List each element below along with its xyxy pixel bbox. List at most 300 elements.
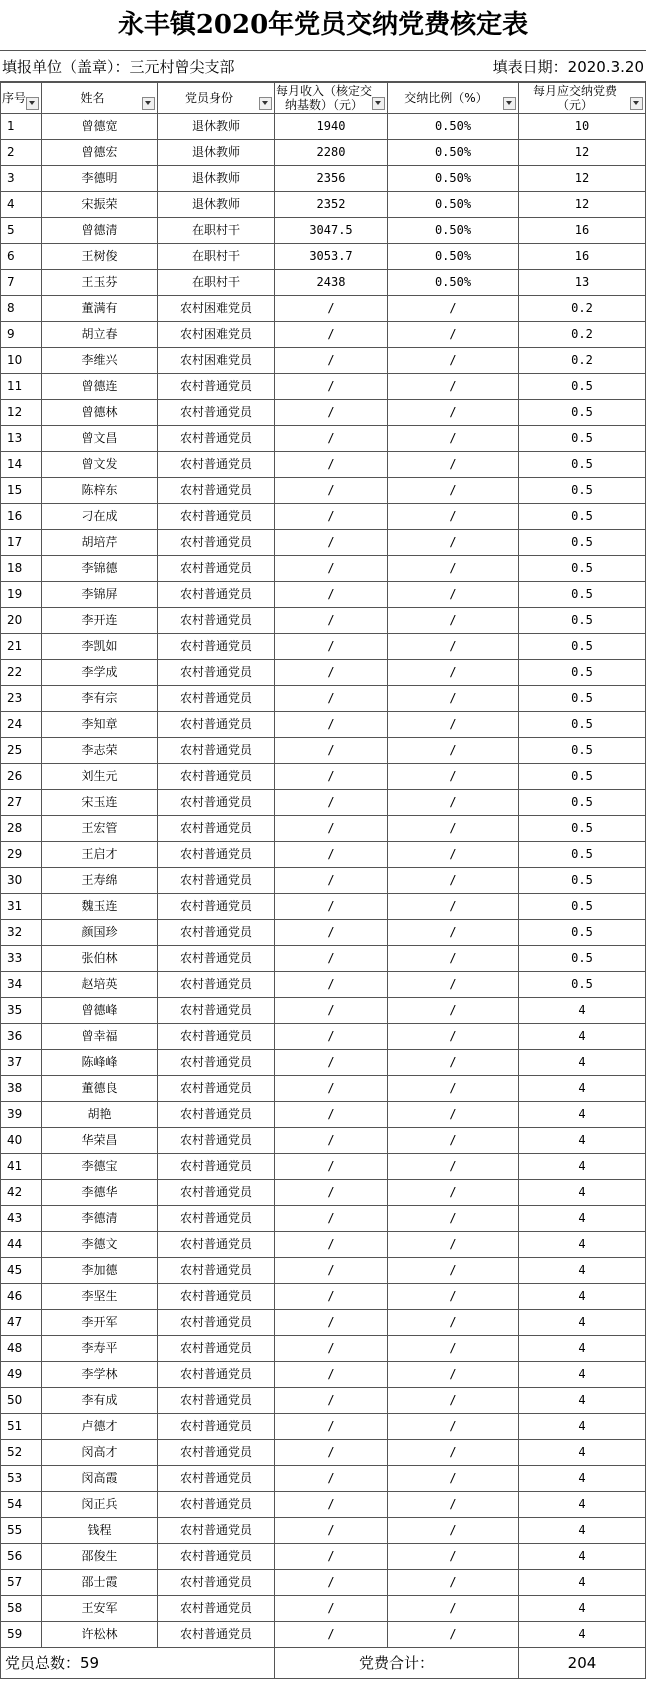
cell-index[interactable]: 45 bbox=[1, 1258, 42, 1284]
cell-fee[interactable]: 0.5 bbox=[519, 764, 646, 790]
cell-rate[interactable]: / bbox=[388, 426, 519, 452]
cell-identity[interactable]: 农村普通党员 bbox=[158, 1076, 275, 1102]
cell-index[interactable]: 7 bbox=[1, 270, 42, 296]
cell-identity[interactable]: 农村普通党员 bbox=[158, 920, 275, 946]
cell-identity[interactable]: 农村普通党员 bbox=[158, 790, 275, 816]
cell-name[interactable]: 李锦屏 bbox=[42, 582, 158, 608]
cell-identity[interactable]: 农村普通党员 bbox=[158, 1050, 275, 1076]
cell-rate[interactable]: / bbox=[388, 1284, 519, 1310]
cell-identity[interactable]: 农村困难党员 bbox=[158, 322, 275, 348]
cell-index[interactable]: 55 bbox=[1, 1518, 42, 1544]
cell-name[interactable]: 李凯如 bbox=[42, 634, 158, 660]
cell-income[interactable]: / bbox=[275, 1076, 388, 1102]
cell-fee[interactable]: 4 bbox=[519, 1362, 646, 1388]
cell-identity[interactable]: 退休教师 bbox=[158, 114, 275, 140]
cell-identity[interactable]: 农村普通党员 bbox=[158, 1570, 275, 1596]
cell-index[interactable]: 43 bbox=[1, 1206, 42, 1232]
cell-rate[interactable]: / bbox=[388, 556, 519, 582]
cell-fee[interactable]: 16 bbox=[519, 244, 646, 270]
cell-income[interactable]: / bbox=[275, 1050, 388, 1076]
cell-rate[interactable]: / bbox=[388, 1492, 519, 1518]
cell-rate[interactable]: / bbox=[388, 348, 519, 374]
cell-index[interactable]: 50 bbox=[1, 1388, 42, 1414]
cell-index[interactable]: 30 bbox=[1, 868, 42, 894]
cell-name[interactable]: 曾德峰 bbox=[42, 998, 158, 1024]
cell-index[interactable]: 53 bbox=[1, 1466, 42, 1492]
cell-identity[interactable]: 农村普通党员 bbox=[158, 816, 275, 842]
cell-rate[interactable]: / bbox=[388, 1102, 519, 1128]
cell-fee[interactable]: 0.5 bbox=[519, 816, 646, 842]
cell-fee[interactable]: 0.5 bbox=[519, 634, 646, 660]
cell-rate[interactable]: 0.50% bbox=[388, 244, 519, 270]
cell-income[interactable]: / bbox=[275, 790, 388, 816]
cell-name[interactable]: 李加德 bbox=[42, 1258, 158, 1284]
cell-fee[interactable]: 13 bbox=[519, 270, 646, 296]
cell-income[interactable]: / bbox=[275, 1518, 388, 1544]
cell-income[interactable]: / bbox=[275, 556, 388, 582]
cell-rate[interactable]: 0.50% bbox=[388, 192, 519, 218]
cell-income[interactable]: 1940 bbox=[275, 114, 388, 140]
cell-name[interactable]: 胡立春 bbox=[42, 322, 158, 348]
cell-name[interactable]: 曾德连 bbox=[42, 374, 158, 400]
cell-income[interactable]: / bbox=[275, 1232, 388, 1258]
cell-name[interactable]: 许松林 bbox=[42, 1622, 158, 1648]
cell-name[interactable]: 胡艳 bbox=[42, 1102, 158, 1128]
cell-rate[interactable]: / bbox=[388, 660, 519, 686]
cell-name[interactable]: 张伯林 bbox=[42, 946, 158, 972]
cell-index[interactable]: 12 bbox=[1, 400, 42, 426]
cell-index[interactable]: 5 bbox=[1, 218, 42, 244]
cell-rate[interactable]: 0.50% bbox=[388, 140, 519, 166]
cell-fee[interactable]: 0.5 bbox=[519, 842, 646, 868]
cell-identity[interactable]: 在职村干 bbox=[158, 218, 275, 244]
cell-rate[interactable]: 0.50% bbox=[388, 114, 519, 140]
cell-rate[interactable]: / bbox=[388, 1050, 519, 1076]
cell-rate[interactable]: / bbox=[388, 920, 519, 946]
cell-identity[interactable]: 农村普通党员 bbox=[158, 1362, 275, 1388]
cell-identity[interactable]: 农村普通党员 bbox=[158, 1622, 275, 1648]
cell-name[interactable]: 李知章 bbox=[42, 712, 158, 738]
cell-fee[interactable]: 4 bbox=[519, 1128, 646, 1154]
cell-identity[interactable]: 农村普通党员 bbox=[158, 1284, 275, 1310]
cell-income[interactable]: / bbox=[275, 478, 388, 504]
cell-fee[interactable]: 12 bbox=[519, 192, 646, 218]
cell-income[interactable]: 3053.7 bbox=[275, 244, 388, 270]
cell-index[interactable]: 14 bbox=[1, 452, 42, 478]
cell-name[interactable]: 李有成 bbox=[42, 1388, 158, 1414]
cell-identity[interactable]: 农村普通党员 bbox=[158, 1440, 275, 1466]
cell-index[interactable]: 1 bbox=[1, 114, 42, 140]
cell-index[interactable]: 40 bbox=[1, 1128, 42, 1154]
cell-fee[interactable]: 0.5 bbox=[519, 556, 646, 582]
cell-rate[interactable]: / bbox=[388, 894, 519, 920]
cell-identity[interactable]: 农村普通党员 bbox=[158, 1388, 275, 1414]
cell-identity[interactable]: 农村普通党员 bbox=[158, 764, 275, 790]
cell-identity[interactable]: 农村普通党员 bbox=[158, 712, 275, 738]
cell-rate[interactable]: 0.50% bbox=[388, 218, 519, 244]
cell-index[interactable]: 57 bbox=[1, 1570, 42, 1596]
cell-fee[interactable]: 0.5 bbox=[519, 920, 646, 946]
cell-fee[interactable]: 0.2 bbox=[519, 348, 646, 374]
cell-name[interactable]: 李开军 bbox=[42, 1310, 158, 1336]
cell-name[interactable]: 李坚生 bbox=[42, 1284, 158, 1310]
cell-index[interactable]: 31 bbox=[1, 894, 42, 920]
cell-identity[interactable]: 农村普通党员 bbox=[158, 1518, 275, 1544]
cell-rate[interactable]: / bbox=[388, 400, 519, 426]
cell-index[interactable]: 29 bbox=[1, 842, 42, 868]
cell-income[interactable]: / bbox=[275, 530, 388, 556]
cell-fee[interactable]: 4 bbox=[519, 1284, 646, 1310]
cell-rate[interactable]: / bbox=[388, 296, 519, 322]
cell-rate[interactable]: / bbox=[388, 504, 519, 530]
cell-index[interactable]: 20 bbox=[1, 608, 42, 634]
cell-income[interactable]: / bbox=[275, 920, 388, 946]
cell-rate[interactable]: / bbox=[388, 1310, 519, 1336]
cell-identity[interactable]: 农村普通党员 bbox=[158, 1154, 275, 1180]
cell-index[interactable]: 15 bbox=[1, 478, 42, 504]
cell-identity[interactable]: 农村普通党员 bbox=[158, 972, 275, 998]
cell-identity[interactable]: 农村普通党员 bbox=[158, 1102, 275, 1128]
cell-fee[interactable]: 4 bbox=[519, 1466, 646, 1492]
cell-income[interactable]: / bbox=[275, 634, 388, 660]
cell-name[interactable]: 曾幸福 bbox=[42, 1024, 158, 1050]
cell-fee[interactable]: 0.2 bbox=[519, 322, 646, 348]
cell-name[interactable]: 颜国珍 bbox=[42, 920, 158, 946]
cell-identity[interactable]: 农村普通党员 bbox=[158, 400, 275, 426]
cell-identity[interactable]: 农村普通党员 bbox=[158, 1492, 275, 1518]
cell-fee[interactable]: 4 bbox=[519, 1492, 646, 1518]
cell-fee[interactable]: 4 bbox=[519, 1258, 646, 1284]
cell-income[interactable]: / bbox=[275, 1570, 388, 1596]
cell-name[interactable]: 邵士霞 bbox=[42, 1570, 158, 1596]
cell-rate[interactable]: / bbox=[388, 1440, 519, 1466]
cell-fee[interactable]: 0.5 bbox=[519, 894, 646, 920]
cell-name[interactable]: 钱程 bbox=[42, 1518, 158, 1544]
cell-income[interactable]: / bbox=[275, 842, 388, 868]
cell-identity[interactable]: 退休教师 bbox=[158, 166, 275, 192]
cell-income[interactable]: / bbox=[275, 1388, 388, 1414]
cell-income[interactable]: 2438 bbox=[275, 270, 388, 296]
cell-income[interactable]: / bbox=[275, 1024, 388, 1050]
cell-fee[interactable]: 0.5 bbox=[519, 426, 646, 452]
cell-name[interactable]: 王安军 bbox=[42, 1596, 158, 1622]
cell-rate[interactable]: / bbox=[388, 868, 519, 894]
cell-fee[interactable]: 4 bbox=[519, 1544, 646, 1570]
cell-index[interactable]: 10 bbox=[1, 348, 42, 374]
cell-identity[interactable]: 农村普通党员 bbox=[158, 556, 275, 582]
cell-rate[interactable]: / bbox=[388, 1154, 519, 1180]
cell-identity[interactable]: 农村普通党员 bbox=[158, 1128, 275, 1154]
cell-fee[interactable]: 0.5 bbox=[519, 712, 646, 738]
cell-income[interactable]: / bbox=[275, 1102, 388, 1128]
cell-fee[interactable]: 12 bbox=[519, 140, 646, 166]
cell-fee[interactable]: 0.5 bbox=[519, 478, 646, 504]
cell-identity[interactable]: 农村普通党员 bbox=[158, 738, 275, 764]
cell-identity[interactable]: 农村普通党员 bbox=[158, 946, 275, 972]
cell-name[interactable]: 宋玉连 bbox=[42, 790, 158, 816]
cell-index[interactable]: 33 bbox=[1, 946, 42, 972]
cell-rate[interactable]: / bbox=[388, 1258, 519, 1284]
cell-identity[interactable]: 农村普通党员 bbox=[158, 504, 275, 530]
cell-index[interactable]: 3 bbox=[1, 166, 42, 192]
cell-rate[interactable]: / bbox=[388, 946, 519, 972]
cell-index[interactable]: 6 bbox=[1, 244, 42, 270]
cell-rate[interactable]: 0.50% bbox=[388, 270, 519, 296]
cell-rate[interactable]: / bbox=[388, 764, 519, 790]
cell-name[interactable]: 魏玉连 bbox=[42, 894, 158, 920]
cell-index[interactable]: 26 bbox=[1, 764, 42, 790]
cell-fee[interactable]: 16 bbox=[519, 218, 646, 244]
cell-income[interactable]: / bbox=[275, 1336, 388, 1362]
cell-income[interactable]: / bbox=[275, 374, 388, 400]
cell-name[interactable]: 李德文 bbox=[42, 1232, 158, 1258]
cell-index[interactable]: 52 bbox=[1, 1440, 42, 1466]
cell-income[interactable]: / bbox=[275, 764, 388, 790]
cell-index[interactable]: 19 bbox=[1, 582, 42, 608]
cell-income[interactable]: / bbox=[275, 1362, 388, 1388]
cell-rate[interactable]: / bbox=[388, 1518, 519, 1544]
cell-name[interactable]: 闵高才 bbox=[42, 1440, 158, 1466]
cell-identity[interactable]: 农村困难党员 bbox=[158, 348, 275, 374]
cell-index[interactable]: 54 bbox=[1, 1492, 42, 1518]
cell-rate[interactable]: / bbox=[388, 1336, 519, 1362]
cell-fee[interactable]: 0.2 bbox=[519, 296, 646, 322]
cell-name[interactable]: 李开连 bbox=[42, 608, 158, 634]
cell-income[interactable]: / bbox=[275, 426, 388, 452]
cell-rate[interactable]: / bbox=[388, 374, 519, 400]
cell-income[interactable]: / bbox=[275, 1258, 388, 1284]
cell-index[interactable]: 11 bbox=[1, 374, 42, 400]
cell-index[interactable]: 47 bbox=[1, 1310, 42, 1336]
cell-name[interactable]: 华荣昌 bbox=[42, 1128, 158, 1154]
cell-name[interactable]: 李德明 bbox=[42, 166, 158, 192]
cell-income[interactable]: 2356 bbox=[275, 166, 388, 192]
cell-identity[interactable]: 农村普通党员 bbox=[158, 634, 275, 660]
cell-identity[interactable]: 农村普通党员 bbox=[158, 582, 275, 608]
cell-fee[interactable]: 0.5 bbox=[519, 660, 646, 686]
cell-index[interactable]: 28 bbox=[1, 816, 42, 842]
cell-index[interactable]: 9 bbox=[1, 322, 42, 348]
cell-name[interactable]: 曾德宏 bbox=[42, 140, 158, 166]
cell-rate[interactable]: / bbox=[388, 712, 519, 738]
cell-identity[interactable]: 农村普通党员 bbox=[158, 1180, 275, 1206]
cell-income[interactable]: / bbox=[275, 348, 388, 374]
cell-income[interactable]: / bbox=[275, 686, 388, 712]
cell-fee[interactable]: 0.5 bbox=[519, 738, 646, 764]
filter-dropdown-icon[interactable] bbox=[259, 97, 272, 110]
cell-index[interactable]: 8 bbox=[1, 296, 42, 322]
cell-identity[interactable]: 农村普通党员 bbox=[158, 1544, 275, 1570]
cell-identity[interactable]: 退休教师 bbox=[158, 192, 275, 218]
cell-income[interactable]: / bbox=[275, 738, 388, 764]
cell-rate[interactable]: / bbox=[388, 1596, 519, 1622]
cell-name[interactable]: 李维兴 bbox=[42, 348, 158, 374]
cell-fee[interactable]: 4 bbox=[519, 1024, 646, 1050]
cell-index[interactable]: 58 bbox=[1, 1596, 42, 1622]
filter-dropdown-icon[interactable] bbox=[142, 97, 155, 110]
cell-fee[interactable]: 12 bbox=[519, 166, 646, 192]
cell-index[interactable]: 41 bbox=[1, 1154, 42, 1180]
cell-index[interactable]: 56 bbox=[1, 1544, 42, 1570]
cell-fee[interactable]: 4 bbox=[519, 1050, 646, 1076]
cell-rate[interactable]: / bbox=[388, 1206, 519, 1232]
cell-fee[interactable]: 4 bbox=[519, 1076, 646, 1102]
cell-index[interactable]: 39 bbox=[1, 1102, 42, 1128]
cell-income[interactable]: / bbox=[275, 1154, 388, 1180]
cell-identity[interactable]: 农村普通党员 bbox=[158, 868, 275, 894]
cell-identity[interactable]: 农村普通党员 bbox=[158, 842, 275, 868]
cell-rate[interactable]: / bbox=[388, 634, 519, 660]
cell-income[interactable]: / bbox=[275, 1596, 388, 1622]
cell-fee[interactable]: 4 bbox=[519, 1414, 646, 1440]
cell-fee[interactable]: 4 bbox=[519, 1388, 646, 1414]
cell-identity[interactable]: 农村普通党员 bbox=[158, 1310, 275, 1336]
cell-fee[interactable]: 0.5 bbox=[519, 530, 646, 556]
cell-index[interactable]: 35 bbox=[1, 998, 42, 1024]
cell-identity[interactable]: 农村普通党员 bbox=[158, 426, 275, 452]
cell-name[interactable]: 李德华 bbox=[42, 1180, 158, 1206]
cell-fee[interactable]: 4 bbox=[519, 1570, 646, 1596]
cell-name[interactable]: 曾德宽 bbox=[42, 114, 158, 140]
filter-dropdown-icon[interactable] bbox=[372, 97, 385, 110]
cell-rate[interactable]: / bbox=[388, 1362, 519, 1388]
cell-name[interactable]: 闵高霞 bbox=[42, 1466, 158, 1492]
cell-name[interactable]: 曾文昌 bbox=[42, 426, 158, 452]
cell-fee[interactable]: 4 bbox=[519, 1622, 646, 1648]
cell-name[interactable]: 胡培芹 bbox=[42, 530, 158, 556]
cell-fee[interactable]: 4 bbox=[519, 1596, 646, 1622]
cell-fee[interactable]: 0.5 bbox=[519, 972, 646, 998]
cell-rate[interactable]: / bbox=[388, 1388, 519, 1414]
cell-name[interactable]: 李学林 bbox=[42, 1362, 158, 1388]
cell-name[interactable]: 赵培英 bbox=[42, 972, 158, 998]
cell-index[interactable]: 34 bbox=[1, 972, 42, 998]
cell-income[interactable]: / bbox=[275, 1492, 388, 1518]
cell-rate[interactable]: / bbox=[388, 322, 519, 348]
cell-rate[interactable]: / bbox=[388, 1232, 519, 1258]
cell-name[interactable]: 李学成 bbox=[42, 660, 158, 686]
cell-identity[interactable]: 农村普通党员 bbox=[158, 1206, 275, 1232]
cell-identity[interactable]: 农村普通党员 bbox=[158, 1414, 275, 1440]
cell-identity[interactable]: 在职村干 bbox=[158, 270, 275, 296]
cell-index[interactable]: 4 bbox=[1, 192, 42, 218]
cell-identity[interactable]: 退休教师 bbox=[158, 140, 275, 166]
cell-identity[interactable]: 农村普通党员 bbox=[158, 894, 275, 920]
cell-identity[interactable]: 农村困难党员 bbox=[158, 296, 275, 322]
cell-income[interactable]: / bbox=[275, 1284, 388, 1310]
cell-index[interactable]: 36 bbox=[1, 1024, 42, 1050]
cell-income[interactable]: / bbox=[275, 1414, 388, 1440]
cell-fee[interactable]: 4 bbox=[519, 1180, 646, 1206]
cell-fee[interactable]: 0.5 bbox=[519, 582, 646, 608]
cell-index[interactable]: 48 bbox=[1, 1336, 42, 1362]
cell-index[interactable]: 37 bbox=[1, 1050, 42, 1076]
cell-rate[interactable]: / bbox=[388, 530, 519, 556]
cell-rate[interactable]: / bbox=[388, 972, 519, 998]
cell-name[interactable]: 闵正兵 bbox=[42, 1492, 158, 1518]
cell-income[interactable]: / bbox=[275, 816, 388, 842]
cell-index[interactable]: 25 bbox=[1, 738, 42, 764]
cell-income[interactable]: / bbox=[275, 452, 388, 478]
cell-name[interactable]: 李锦德 bbox=[42, 556, 158, 582]
cell-rate[interactable]: / bbox=[388, 478, 519, 504]
filter-dropdown-icon[interactable] bbox=[630, 97, 643, 110]
cell-identity[interactable]: 农村普通党员 bbox=[158, 1258, 275, 1284]
cell-fee[interactable]: 4 bbox=[519, 1154, 646, 1180]
cell-rate[interactable]: 0.50% bbox=[388, 166, 519, 192]
filter-dropdown-icon[interactable] bbox=[26, 97, 39, 110]
cell-income[interactable]: / bbox=[275, 1206, 388, 1232]
cell-name[interactable]: 曾德清 bbox=[42, 218, 158, 244]
cell-income[interactable]: / bbox=[275, 998, 388, 1024]
cell-fee[interactable]: 0.5 bbox=[519, 946, 646, 972]
cell-name[interactable]: 李德清 bbox=[42, 1206, 158, 1232]
cell-fee[interactable]: 10 bbox=[519, 114, 646, 140]
cell-identity[interactable]: 农村普通党员 bbox=[158, 608, 275, 634]
cell-fee[interactable]: 0.5 bbox=[519, 452, 646, 478]
cell-fee[interactable]: 4 bbox=[519, 1206, 646, 1232]
cell-income[interactable]: / bbox=[275, 972, 388, 998]
cell-rate[interactable]: / bbox=[388, 1622, 519, 1648]
cell-name[interactable]: 刘生元 bbox=[42, 764, 158, 790]
cell-rate[interactable]: / bbox=[388, 608, 519, 634]
cell-income[interactable]: 2352 bbox=[275, 192, 388, 218]
cell-name[interactable]: 陈峰峰 bbox=[42, 1050, 158, 1076]
cell-fee[interactable]: 4 bbox=[519, 1310, 646, 1336]
cell-identity[interactable]: 农村普通党员 bbox=[158, 530, 275, 556]
cell-name[interactable]: 王启才 bbox=[42, 842, 158, 868]
cell-rate[interactable]: / bbox=[388, 1414, 519, 1440]
cell-identity[interactable]: 农村普通党员 bbox=[158, 1466, 275, 1492]
cell-income[interactable]: / bbox=[275, 1622, 388, 1648]
cell-income[interactable]: / bbox=[275, 660, 388, 686]
cell-income[interactable]: / bbox=[275, 582, 388, 608]
cell-rate[interactable]: / bbox=[388, 1076, 519, 1102]
cell-index[interactable]: 2 bbox=[1, 140, 42, 166]
cell-name[interactable]: 李寿平 bbox=[42, 1336, 158, 1362]
cell-rate[interactable]: / bbox=[388, 790, 519, 816]
cell-income[interactable]: / bbox=[275, 322, 388, 348]
cell-rate[interactable]: / bbox=[388, 582, 519, 608]
cell-fee[interactable]: 4 bbox=[519, 1518, 646, 1544]
cell-rate[interactable]: / bbox=[388, 1024, 519, 1050]
cell-identity[interactable]: 在职村干 bbox=[158, 244, 275, 270]
cell-rate[interactable]: / bbox=[388, 1180, 519, 1206]
cell-index[interactable]: 46 bbox=[1, 1284, 42, 1310]
cell-income[interactable]: / bbox=[275, 946, 388, 972]
cell-identity[interactable]: 农村普通党员 bbox=[158, 1336, 275, 1362]
cell-income[interactable]: / bbox=[275, 400, 388, 426]
cell-index[interactable]: 42 bbox=[1, 1180, 42, 1206]
cell-identity[interactable]: 农村普通党员 bbox=[158, 374, 275, 400]
cell-index[interactable]: 22 bbox=[1, 660, 42, 686]
cell-name[interactable]: 卢德才 bbox=[42, 1414, 158, 1440]
cell-name[interactable]: 李有宗 bbox=[42, 686, 158, 712]
cell-rate[interactable]: / bbox=[388, 816, 519, 842]
cell-fee[interactable]: 0.5 bbox=[519, 608, 646, 634]
cell-index[interactable]: 18 bbox=[1, 556, 42, 582]
cell-name[interactable]: 王寿绵 bbox=[42, 868, 158, 894]
cell-fee[interactable]: 0.5 bbox=[519, 686, 646, 712]
cell-fee[interactable]: 4 bbox=[519, 1336, 646, 1362]
cell-income[interactable]: / bbox=[275, 1310, 388, 1336]
cell-income[interactable]: / bbox=[275, 1128, 388, 1154]
cell-index[interactable]: 38 bbox=[1, 1076, 42, 1102]
cell-index[interactable]: 32 bbox=[1, 920, 42, 946]
cell-rate[interactable]: / bbox=[388, 842, 519, 868]
cell-identity[interactable]: 农村普通党员 bbox=[158, 1024, 275, 1050]
cell-fee[interactable]: 4 bbox=[519, 1440, 646, 1466]
